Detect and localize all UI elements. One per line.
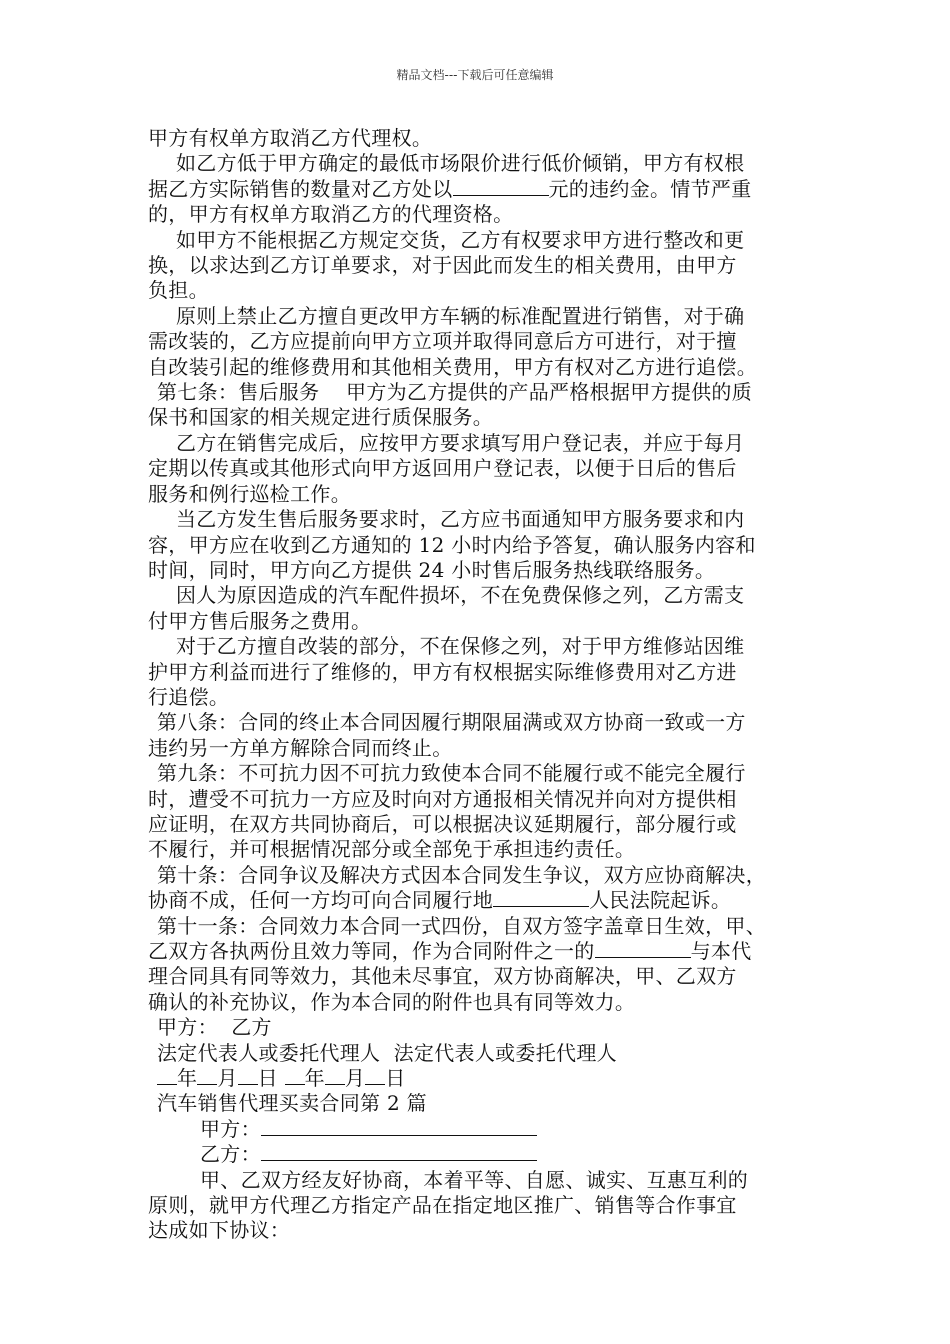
text-line: 定期以传真或其他形式向甲方返回用户登记表，以便于日后的售后: [148, 456, 737, 481]
text-segment: 人民法院起诉。: [589, 888, 732, 913]
contract-body: [148, 126, 820, 1244]
text-segment: 与本代: [690, 939, 752, 963]
section-heading: 第七条：售后服务 甲方为乙方提供的产品严格根据甲方提供的质: [157, 380, 753, 405]
text-line: 如乙方低于甲方确定的最低市场限价进行低价倾销，甲方有权根: [176, 151, 745, 176]
signature-dates: [148, 1066, 820, 1091]
text-line: 容，甲方应在收到乙方通知的 12 小时内给予答复，确认服务内容和: [148, 532, 756, 557]
text-line: 服务和例行巡检工作。: [148, 481, 351, 506]
blank-field: [325, 1066, 345, 1085]
text-segment: 元的违约金。情节严重: [548, 176, 752, 201]
blank-field: [261, 1117, 537, 1136]
text-line: 违约另一方单方解除合同而终止。: [148, 735, 453, 760]
party-b-line: [148, 1142, 820, 1167]
contract-title: 汽车销售代理买卖合同第 2 篇: [157, 1091, 427, 1116]
party-b-label: 乙方：: [200, 1142, 261, 1167]
text-line: 理合同具有同等效力，其他未尽事宜，双方协商解决，甲、乙双方: [148, 964, 737, 989]
blank-field: [493, 888, 589, 907]
section-heading: 第十一条：合同效力本合同一式四份，自双方签字盖章日生效，甲、: [157, 913, 766, 938]
text-line: 达成如下协议：: [148, 1218, 291, 1243]
text-line: 确认的补充协议，作为本合同的附件也具有同等效力。: [148, 989, 636, 1014]
text-line: 甲、乙双方经友好协商，本着平等、自愿、诚实、互惠互利的: [200, 1167, 749, 1192]
text-segment: 协商不成，任何一方均可向合同履行地: [148, 888, 494, 913]
date-day-label: 日: [257, 1066, 278, 1091]
date-year-label: 年: [304, 1066, 325, 1091]
party-a-line: [148, 1117, 820, 1142]
blank-field: [197, 1066, 217, 1085]
text-line: 行追偿。: [148, 684, 230, 709]
text-line: 原则，就甲方代理乙方指定产品在指定地区推广、销售等合作事宜: [148, 1193, 737, 1218]
text-line: [148, 939, 820, 964]
signature-representatives: 法定代表人或委托代理人 法定代表人或委托代理人: [157, 1040, 617, 1065]
text-line: 甲方有权单方取消乙方代理权。: [148, 126, 433, 150]
text-line: 对于乙方擅自改装的部分，不在保修之列，对于甲方维修站因维: [176, 634, 745, 659]
blank-field: [453, 177, 549, 196]
blank-field: [261, 1142, 537, 1161]
text-line: 负担。: [148, 278, 209, 303]
section-heading: 第九条：不可抗力因不可抗力致使本合同不能履行或不能完全履行: [157, 761, 746, 786]
text-segment: 乙双方各执两份且效力等同，作为合同附件之一的: [148, 939, 595, 963]
text-line: 如甲方不能根据乙方规定交货，乙方有权要求甲方进行整改和更: [176, 227, 745, 252]
text-line: 时，遭受不可抗力一方应及时向对方通报相关情况并向对方提供相: [148, 786, 737, 811]
section-heading: 第十条：合同争议及解决方式因本合同发生争议，双方应协商解决，: [157, 862, 766, 887]
text-line: 换，以求达到乙方订单要求，对于因此而发生的相关费用，由甲方: [148, 253, 737, 278]
text-line: 保书和国家的相关规定进行质保服务。: [148, 405, 494, 430]
date-month-label: 月: [344, 1066, 366, 1091]
blank-field: [285, 1066, 305, 1085]
text-line: 不履行，并可根据情况部分或全部免于承担违约责任。: [148, 837, 636, 862]
text-line: 自改装引起的维修费用和其他相关费用，甲方有权对乙方进行追偿。: [148, 354, 757, 379]
blank-field: [238, 1066, 258, 1085]
text-line: 当乙方发生售后服务要求时，乙方应书面通知甲方服务要求和内: [176, 507, 745, 532]
text-line: 需改装的，乙方应提前向甲方立项并取得同意后方可进行，对于擅: [148, 329, 737, 354]
party-a-label: 甲方：: [200, 1116, 261, 1141]
text-line: [148, 177, 820, 202]
date-year-label: 年: [177, 1066, 198, 1091]
blank-field: [595, 939, 691, 958]
text-line: 乙方在销售完成后，应按甲方要求填写用户登记表，并应于每月: [176, 430, 745, 455]
signature-parties: 甲方： 乙方: [157, 1015, 272, 1040]
text-line: 付甲方售后服务之费用。: [148, 608, 372, 633]
date-month-label: 月: [217, 1066, 238, 1091]
date-day-label: 日: [385, 1066, 406, 1091]
text-line: 因人为原因造成的汽车配件损坏，不在免费保修之列，乙方需支: [176, 583, 745, 608]
text-line: [148, 888, 820, 913]
text-line: 应证明，在双方共同协商后，可以根据决议延期履行，部分履行或: [148, 811, 737, 836]
text-segment: 据乙方实际销售的数量对乙方处以: [148, 176, 453, 201]
text-line: 时间，同时，甲方向乙方提供 24 小时售后服务热线联络服务。: [148, 557, 716, 582]
text-line: 的，甲方有权单方取消乙方的代理资格。: [148, 202, 514, 227]
section-heading: 第八条：合同的终止本合同因履行期限届满或双方协商一致或一方: [157, 710, 746, 735]
blank-field: [365, 1066, 385, 1085]
text-line: 护甲方利益而进行了维修的，甲方有权根据实际维修费用对乙方进: [148, 659, 737, 684]
text-line: 原则上禁止乙方擅自更改甲方车辆的标准配置进行销售，对于确: [176, 303, 745, 328]
page-header: 精品文档---下载后可任意编辑: [396, 68, 554, 82]
blank-field: [157, 1066, 177, 1085]
